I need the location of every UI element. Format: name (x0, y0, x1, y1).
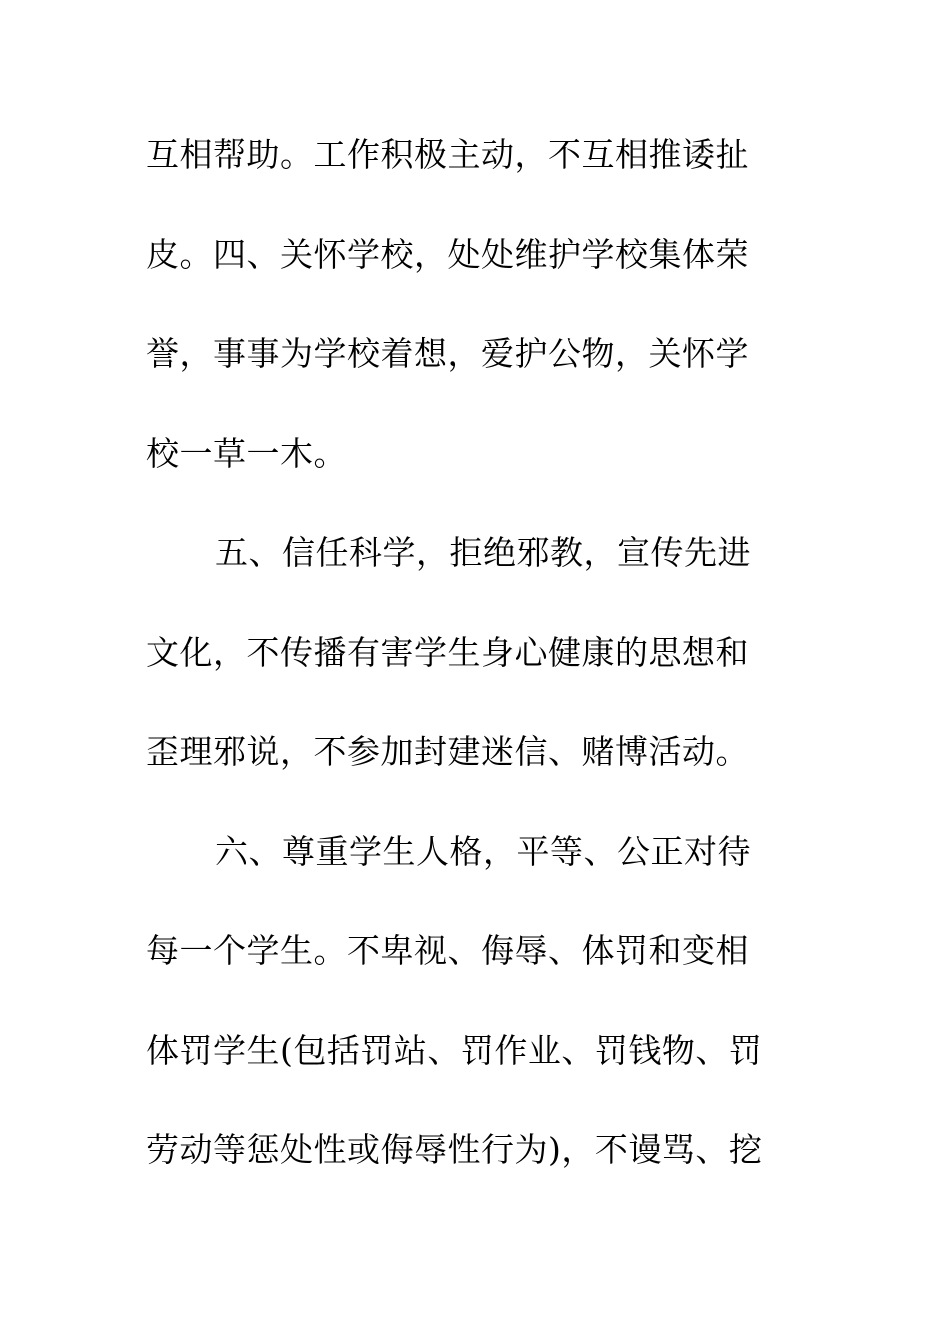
paragraph-start-line: 六、尊重学生人格，平等、公正对待 (215, 831, 751, 871)
paragraph-start-line: 五、信任科学，拒绝邪教，宣传先进 (215, 533, 751, 572)
text-line: 皮。四、关怀学校，处处维护学校集体荣 (146, 234, 749, 274)
text-line: 劳动等惩处性或侮辱性行为)，不谩骂、挖 (146, 1130, 763, 1169)
text-line: 歪理邪说，不参加封建迷信、赌博活动。 (146, 732, 749, 771)
text-line: 体罚学生(包括罚站、罚作业、罚钱物、罚 (146, 1030, 763, 1070)
document-body (146, 122, 806, 1217)
text-line: 校一草一木。 (146, 433, 347, 473)
text-line: 每一个学生。不卑视、侮辱、体罚和变相 (146, 931, 749, 970)
text-line: 文化，不传播有害学生身心健康的思想和 (146, 632, 749, 672)
text-line: 互相帮助。工作积极主动，不互相推诿扯 (146, 135, 749, 174)
text-line: 誉，事事为学校着想，爱护公物，关怀学 (146, 334, 749, 373)
